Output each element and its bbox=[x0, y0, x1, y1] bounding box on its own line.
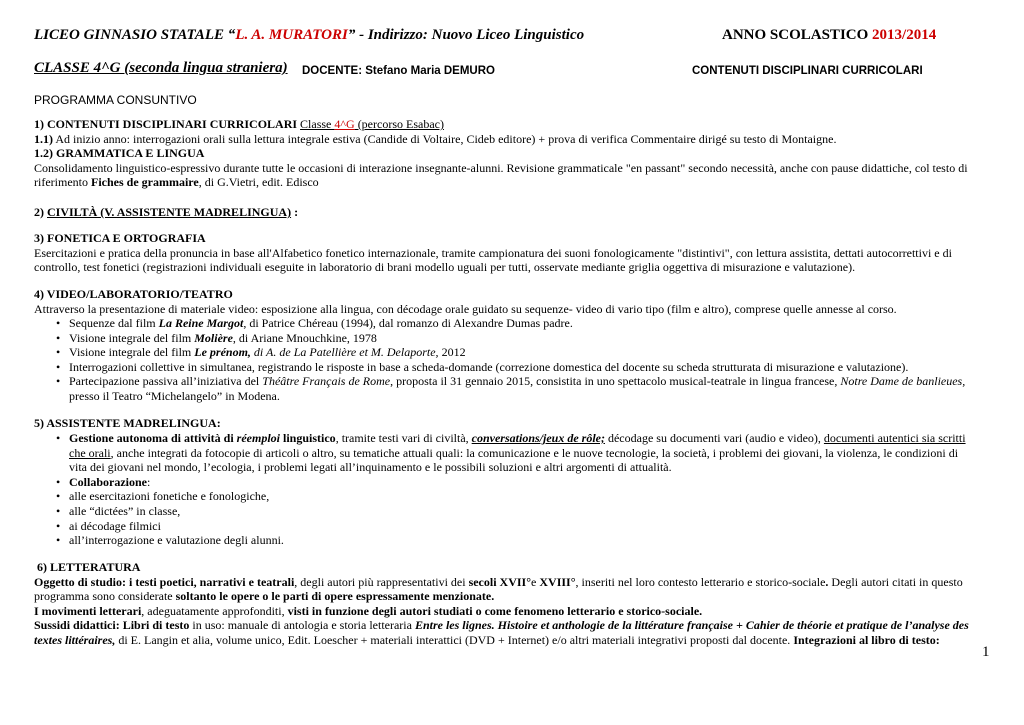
item-text: Interrogazioni collettive in simultanea, registrando le risposte in base a scheda-domande (correzione domestica del docente su scheda strutturata di misurazione e valutazione). bbox=[69, 359, 909, 374]
section-6-line-1 bbox=[34, 575, 992, 590]
section-3-text-2: controllo, test fonetici (registrazioni individuali eseguite in laboratorio di brani modello uguali per tutti, osservate mediante griglia oggettiva di misurazione e valutazione). bbox=[34, 260, 856, 275]
section-6 bbox=[34, 560, 992, 648]
page-number: 1 bbox=[982, 644, 990, 660]
item-text: presso il Teatro “Michelangelo” in Modena. bbox=[69, 388, 280, 403]
section-3-text-1: Esercitazioni e pratica della pronuncia in base all'Alfabetico fonetico internazionale, tramite campionatura dei suoni fonologicamente "distintivi", con lettura assistita, dettati autocorrettivi e di bbox=[34, 245, 952, 260]
authentic-docs-2: che orali bbox=[69, 445, 111, 460]
film-year: 2012 bbox=[438, 345, 466, 360]
textbooks-label: Sussidi didattici: Libri di testo bbox=[34, 618, 190, 633]
section-3 bbox=[34, 231, 992, 275]
header-title bbox=[34, 28, 584, 43]
section-6-line-2 bbox=[34, 589, 992, 604]
item-text: , tramite testi vari di civiltà, bbox=[335, 431, 472, 445]
class-label: CLASSE 4^G (seconda lingua straniera) bbox=[34, 60, 288, 76]
textbook-title: Entre les lignes. Histoire et anthologie de la littérature française + Cahier de théorie et pratique de l’analyse des bbox=[414, 618, 969, 633]
item-text: alle esercitazioni fonetiche e fonologiche, bbox=[69, 489, 270, 504]
section-6-line-3 bbox=[34, 604, 992, 619]
century-18: XVIII° bbox=[539, 574, 576, 589]
item-text: , di Patrice Chéreau (1994), dal romanzo di Alexandre Dumas padre. bbox=[243, 316, 573, 330]
section-3-title: 3) FONETICA E ORTOGRAFIA bbox=[34, 231, 206, 245]
section-4-list bbox=[54, 316, 994, 404]
item-text: Partecipazione passiva all’iniziativa del bbox=[69, 374, 263, 389]
school-name: L. A. MURATORI bbox=[235, 27, 348, 43]
show-title: Notre Dame de banlieues, bbox=[840, 374, 966, 389]
list-item bbox=[54, 316, 994, 331]
item-text: di E. Langin et alia, volume unico, Edit. Loescher + materiali interattici (DVD + Internet) e/o altri materiali integrativi proposti dal docente. bbox=[115, 632, 794, 647]
list-item bbox=[54, 533, 994, 548]
movements-label: I movimenti letterari bbox=[34, 603, 142, 618]
century-17: secoli XVII° bbox=[468, 574, 532, 589]
item-text: visti in funzione degli autori studiati o come fenomeno letterario e storico-sociale. bbox=[287, 603, 703, 618]
item-text: Visione integrale del film bbox=[69, 330, 195, 345]
list-item bbox=[54, 519, 994, 534]
list-item bbox=[54, 374, 994, 403]
section-1-heading: 1) CONTENUTI DISCIPLINARI CURRICOLARI bbox=[34, 117, 301, 131]
school-year-value: 2013/2014 bbox=[872, 27, 937, 43]
section-6-line-4 bbox=[34, 618, 992, 633]
item-text: linguistico bbox=[280, 431, 336, 445]
section-1-2-text-2 bbox=[34, 175, 992, 190]
item-text: vita dei giovani nel mondo, l’ecologia, i problemi legati all’inquinamento e le possibili soluzioni e altri argomenti di attualità. bbox=[69, 460, 672, 475]
subsection-text: Ad inizio anno: interrogazioni orali sulla lettura integrale estiva (Candide di Voltaire, Cideb editore) + prova di verifica Commentaire dirigé su testo di Montaigne. bbox=[53, 131, 837, 146]
reemploi-term: réemploi bbox=[236, 431, 280, 445]
item-text: , anche integrati da fotocopie di articoli o altro, su tematiche attuali quali: la comunicazione e le nuove tecnologie, la società, i problemi dei giovani, la violenza, le condizioni di bbox=[110, 445, 959, 460]
film-title: Molière bbox=[194, 330, 233, 345]
item-text: , degli autori più rappresentativi dei bbox=[294, 574, 469, 589]
item-text: ai décodage filmici bbox=[69, 518, 161, 533]
integrations-label: Integrazioni al libro di testo: bbox=[793, 632, 940, 647]
section-5-title: 5) ASSISTENTE MADRELINGUA: bbox=[34, 416, 221, 430]
section-6-title: 6) LETTERATURA bbox=[37, 560, 141, 574]
item-text: Gestione autonoma di attività di bbox=[69, 431, 237, 445]
list-item bbox=[54, 489, 994, 504]
section-1-title bbox=[34, 117, 992, 132]
subsection-number: 1.1) bbox=[34, 131, 53, 146]
reference-title: Fiches de grammaire bbox=[90, 175, 199, 190]
teacher-name: DOCENTE: Stefano Maria DEMURO bbox=[302, 65, 495, 77]
section-4-title: 4) VIDEO/LABORATORIO/TEATRO bbox=[34, 287, 233, 301]
item-text: , di Ariane Mnouchkine, 1978 bbox=[232, 330, 377, 345]
contents-title: CONTENUTI DISCIPLINARI CURRICOLARI bbox=[692, 65, 923, 77]
class-code: 4^G bbox=[334, 117, 355, 131]
item-text: Visione integrale del film bbox=[69, 345, 195, 360]
list-item bbox=[54, 475, 994, 490]
film-title: La Reine Margot bbox=[158, 316, 244, 330]
school-year-label: ANNO SCOLASTICO bbox=[722, 27, 873, 43]
item-text: : bbox=[147, 474, 151, 489]
section-5-list bbox=[54, 431, 994, 548]
class-word: Classe bbox=[300, 117, 335, 131]
list-item bbox=[54, 360, 994, 375]
item-text: Degli autori citati in questo bbox=[828, 574, 963, 589]
item-text: Sequenze dal film bbox=[69, 316, 159, 330]
item-text: . bbox=[825, 574, 829, 589]
school-address: ” - Indirizzo: Nuovo Liceo Linguistico bbox=[347, 27, 585, 43]
film-authors: di A. de La Patellière et M. Delaporte, bbox=[250, 345, 439, 360]
section-1-2-title: 1.2) GRAMMATICA E LINGUA bbox=[34, 146, 205, 161]
list-item bbox=[54, 431, 994, 475]
list-item bbox=[54, 331, 994, 346]
item-text: programma sono considerate bbox=[34, 589, 176, 604]
section-2-heading: CIVILTÀ (V. ASSISTENTE MADRELINGUA) bbox=[47, 205, 292, 219]
conversations-term: conversations/jeux de rôle; bbox=[471, 431, 605, 445]
section-4 bbox=[34, 287, 992, 316]
item-text: soltanto le opere o le parti di opere espressamente menzionate. bbox=[175, 589, 495, 604]
school-year bbox=[722, 28, 936, 43]
reference-prefix: riferimento bbox=[34, 175, 91, 190]
section-2-colon: : bbox=[291, 205, 299, 219]
item-text: all’interrogazione e valutazione degli alunni. bbox=[69, 533, 284, 548]
theatre-name: Théâtre Français de Rome bbox=[262, 374, 391, 389]
item-text: , inseriti nel loro contesto letterario e storico-sociale bbox=[575, 574, 826, 589]
section-1-2-text: Consolidamento linguistico-espressivo durante tutte le occasioni di interazione insegnante-alunni. Revisione grammaticale "en passant" secondo necessità, anche con pause didattiche, col testo di bbox=[34, 160, 968, 175]
study-object: Oggetto di studio: i testi poetici, narrativi e teatrali bbox=[34, 574, 295, 589]
item-text: in uso: manuale di antologia e storia letteraria bbox=[189, 618, 415, 633]
film-title: Le prénom, bbox=[194, 345, 251, 360]
reference-publisher: , di G.Vietri, edit. Edisco bbox=[198, 175, 319, 190]
section-2-title bbox=[34, 205, 992, 220]
section-1-1 bbox=[34, 132, 992, 147]
item-text: e bbox=[531, 574, 540, 589]
item-text: alle “dictées” in classe, bbox=[69, 503, 181, 518]
school-prefix: LICEO GINNASIO STATALE “ bbox=[34, 27, 236, 43]
course-track: (percorso Esabac) bbox=[354, 117, 444, 131]
authentic-docs: documenti autentici sia scritti bbox=[823, 431, 966, 445]
list-item bbox=[54, 345, 994, 360]
item-text: , proposta il 31 gennaio 2015, consistita in uno spettacolo musical-teatrale in lingua francese, bbox=[390, 374, 841, 389]
item-text: , adeguatamente approfonditi, bbox=[141, 603, 288, 618]
section-2-number: 2) bbox=[34, 205, 47, 219]
section-1 bbox=[34, 117, 992, 190]
section-6-line-5 bbox=[34, 633, 992, 648]
program-label: PROGRAMMA CONSUNTIVO bbox=[34, 93, 197, 107]
list-item bbox=[54, 504, 994, 519]
item-text: décodage su documenti vari (audio e video), bbox=[604, 431, 824, 445]
textbook-title-2: textes littéraires, bbox=[34, 632, 116, 647]
section-4-intro: Attraverso la presentazione di materiale video: esposizione alla lingua, con décodage orale guidato su sequenze- video di vario tipo (film e altro), comprese quelle annesse al corso. bbox=[34, 301, 897, 316]
collaboration-label: Collaborazione bbox=[69, 474, 147, 489]
